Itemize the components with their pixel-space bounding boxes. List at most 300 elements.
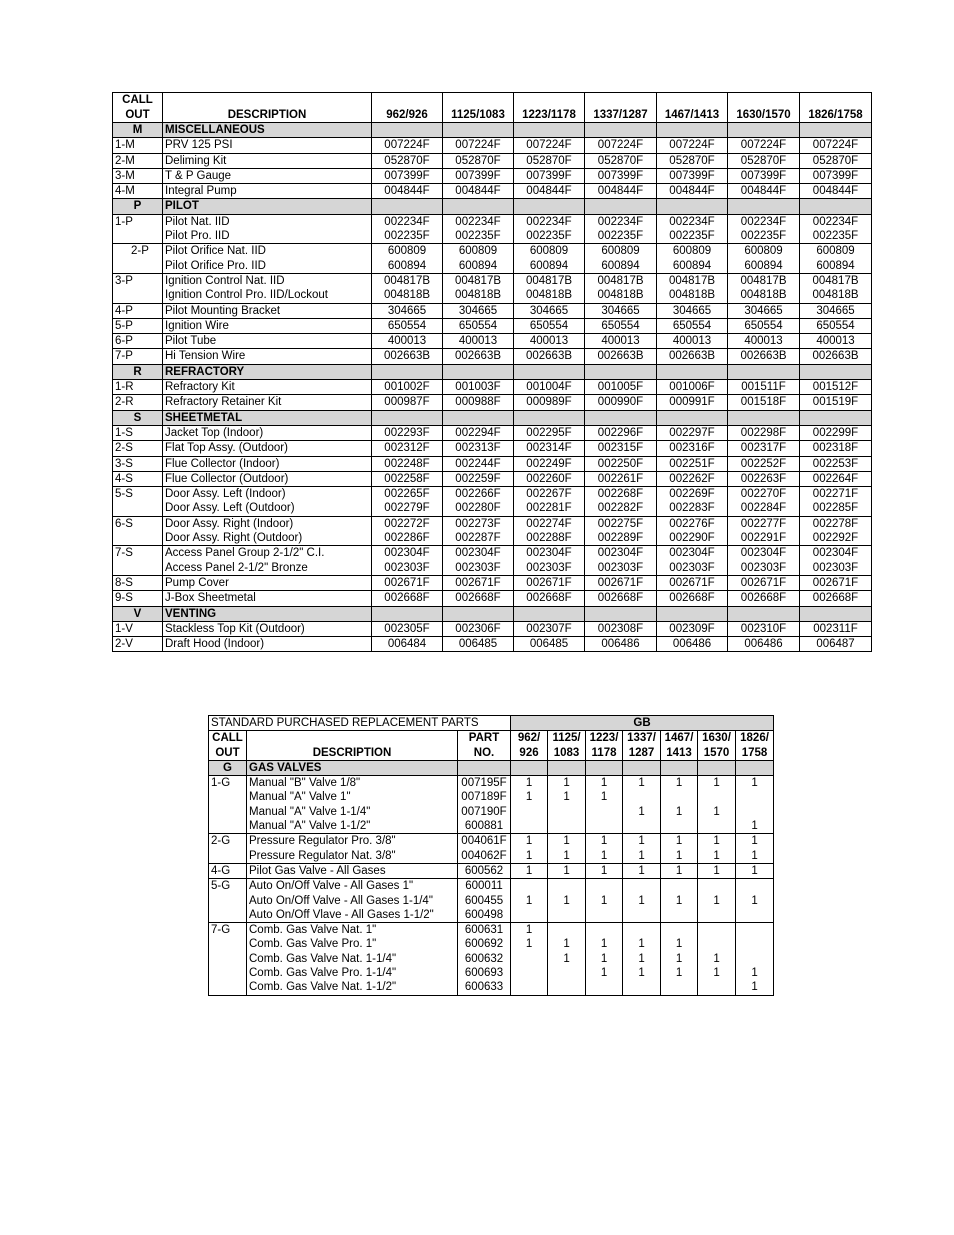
quantity-cell bbox=[698, 923, 736, 938]
table-row bbox=[113, 184, 872, 199]
part-number-cell: 004818B bbox=[585, 288, 657, 303]
part-number-cell: 001519F bbox=[800, 395, 872, 410]
quantity-cell bbox=[661, 879, 698, 894]
description-cell: Flue Collector (Outdoor) bbox=[163, 471, 372, 486]
section-title: PILOT bbox=[163, 199, 372, 214]
call-out-cell: 2-G bbox=[209, 834, 247, 849]
part-number-cell: 002271F bbox=[800, 487, 872, 502]
table-row bbox=[113, 153, 872, 168]
part-number-cell: 002244F bbox=[443, 456, 514, 471]
model-header: 1826/ bbox=[736, 731, 774, 746]
quantity-cell bbox=[736, 805, 774, 819]
quantity-cell: 1 bbox=[661, 863, 698, 878]
empty-cell bbox=[511, 760, 548, 775]
part-number-cell: 052870F bbox=[443, 153, 514, 168]
model-header: 1223/ bbox=[586, 731, 623, 746]
table-row bbox=[209, 937, 774, 951]
quantity-cell bbox=[548, 819, 586, 834]
part-number-cell: 007190F bbox=[458, 805, 511, 819]
quantity-cell bbox=[661, 790, 698, 804]
quantity-cell: 1 bbox=[623, 805, 661, 819]
part-number-cell: 002277F bbox=[728, 516, 800, 531]
part-header: NO. bbox=[458, 746, 511, 761]
part-number-cell: 600809 bbox=[514, 244, 585, 259]
quantity-cell bbox=[623, 923, 661, 938]
description-cell: Draft Hood (Indoor) bbox=[163, 637, 372, 652]
part-number-cell: 002267F bbox=[514, 487, 585, 502]
table-row bbox=[113, 303, 872, 318]
model-header: 1337/1287 bbox=[585, 93, 657, 123]
call-out-cell bbox=[209, 908, 247, 923]
part-number-cell: 002663B bbox=[657, 349, 728, 364]
description-cell: Comb. Gas Valve Nat. 1" bbox=[247, 923, 458, 938]
part-number-cell: 007399F bbox=[800, 168, 872, 183]
quantity-cell bbox=[661, 908, 698, 923]
part-number-cell: 002663B bbox=[514, 349, 585, 364]
description-cell: Pilot Nat. IID bbox=[163, 214, 372, 229]
empty-cell bbox=[514, 606, 585, 621]
quantity-cell bbox=[623, 980, 661, 995]
header-row bbox=[209, 746, 774, 761]
call-out-cell bbox=[113, 259, 163, 274]
part-number-cell: 650554 bbox=[372, 318, 443, 333]
part-number-cell: 002304F bbox=[728, 546, 800, 561]
part-number-cell: 002310F bbox=[728, 621, 800, 636]
table-row bbox=[113, 561, 872, 576]
part-number-cell: 002671F bbox=[514, 575, 585, 590]
part-number-cell: 004061F bbox=[458, 834, 511, 849]
part-number-cell: 002315F bbox=[585, 441, 657, 456]
part-number-cell: 006486 bbox=[585, 637, 657, 652]
quantity-cell bbox=[623, 879, 661, 894]
part-number-cell: 002262F bbox=[657, 471, 728, 486]
part-number-cell: 001518F bbox=[728, 395, 800, 410]
part-number-cell: 002668F bbox=[514, 591, 585, 606]
quantity-cell bbox=[548, 805, 586, 819]
table-row bbox=[113, 546, 872, 561]
quantity-cell bbox=[698, 879, 736, 894]
empty-cell bbox=[623, 760, 661, 775]
part-number-cell: 600692 bbox=[458, 937, 511, 951]
table-row bbox=[113, 441, 872, 456]
part-number-cell: 002273F bbox=[443, 516, 514, 531]
table-row bbox=[209, 834, 774, 849]
call-out-cell: 1-G bbox=[209, 776, 247, 791]
quantity-cell: 1 bbox=[623, 894, 661, 908]
part-number-cell: 004844F bbox=[514, 184, 585, 199]
part-number-cell: 600894 bbox=[514, 259, 585, 274]
part-number-cell: 006485 bbox=[514, 637, 585, 652]
part-number-cell: 002663B bbox=[585, 349, 657, 364]
part-number-cell: 001004F bbox=[514, 380, 585, 395]
call-out-cell: 3-P bbox=[113, 273, 163, 288]
quantity-cell: 1 bbox=[623, 834, 661, 849]
part-number-cell: 001002F bbox=[372, 380, 443, 395]
part-number-cell: 304665 bbox=[657, 303, 728, 318]
call-out-cell bbox=[209, 980, 247, 995]
model-header: 962/926 bbox=[372, 93, 443, 123]
quantity-cell: 1 bbox=[661, 894, 698, 908]
part-number-cell: 002304F bbox=[657, 546, 728, 561]
description-cell: Pilot Gas Valve - All Gases bbox=[247, 863, 458, 878]
table-row bbox=[113, 471, 872, 486]
call-out-cell: 1-M bbox=[113, 138, 163, 153]
part-number-cell: 400013 bbox=[800, 334, 872, 349]
table-row bbox=[113, 380, 872, 395]
part-number-cell: 002668F bbox=[443, 591, 514, 606]
description-cell: Pilot Tube bbox=[163, 334, 372, 349]
part-number-cell: 650554 bbox=[585, 318, 657, 333]
part-number-cell: 004818B bbox=[443, 288, 514, 303]
description-cell: Access Panel 2-1/2" Bronze bbox=[163, 561, 372, 576]
model-header: 1413 bbox=[661, 746, 698, 761]
part-number-cell: 400013 bbox=[728, 334, 800, 349]
part-number-cell: 304665 bbox=[514, 303, 585, 318]
empty-cell bbox=[657, 410, 728, 425]
part-number-cell: 004818B bbox=[657, 288, 728, 303]
quantity-cell: 1 bbox=[511, 776, 548, 791]
section-row bbox=[113, 199, 872, 214]
part-number-cell: 002258F bbox=[372, 471, 443, 486]
call-out-cell bbox=[113, 229, 163, 244]
out-header-line: OUT bbox=[125, 108, 150, 121]
part-number-cell: 002234F bbox=[443, 214, 514, 229]
part-number-cell: 004844F bbox=[800, 184, 872, 199]
part-number-cell: 000988F bbox=[443, 395, 514, 410]
quantity-cell bbox=[736, 952, 774, 966]
part-number-cell: 002289F bbox=[585, 531, 657, 546]
part-number-cell: 004844F bbox=[728, 184, 800, 199]
quantity-cell: 1 bbox=[548, 894, 586, 908]
part-number-cell: 002303F bbox=[800, 561, 872, 576]
quantity-cell: 1 bbox=[736, 776, 774, 791]
table-title: STANDARD PURCHASED REPLACEMENT PARTS bbox=[209, 716, 511, 731]
part-number-cell: 600809 bbox=[372, 244, 443, 259]
quantity-cell: 1 bbox=[661, 937, 698, 951]
quantity-cell: 1 bbox=[736, 819, 774, 834]
empty-cell bbox=[800, 123, 872, 138]
part-number-cell: 002286F bbox=[372, 531, 443, 546]
table-row bbox=[209, 776, 774, 791]
part-number-cell: 650554 bbox=[728, 318, 800, 333]
quantity-cell: 1 bbox=[548, 952, 586, 966]
empty-cell bbox=[585, 199, 657, 214]
table-row bbox=[113, 456, 872, 471]
call-out-cell bbox=[209, 937, 247, 951]
part-number-cell: 002668F bbox=[800, 591, 872, 606]
quantity-cell: 1 bbox=[661, 834, 698, 849]
part-number-cell: 002311F bbox=[800, 621, 872, 636]
part-number-cell: 600894 bbox=[585, 259, 657, 274]
table-row bbox=[209, 980, 774, 995]
quantity-cell bbox=[736, 879, 774, 894]
part-number-cell: 002249F bbox=[514, 456, 585, 471]
part-number-cell: 002304F bbox=[514, 546, 585, 561]
table-row bbox=[113, 244, 872, 259]
part-number-cell: 002303F bbox=[514, 561, 585, 576]
part-number-cell: 002309F bbox=[657, 621, 728, 636]
part-number-cell: 004817B bbox=[800, 273, 872, 288]
quantity-cell bbox=[736, 790, 774, 804]
part-number-cell: 002317F bbox=[728, 441, 800, 456]
call-out-cell: 1-P bbox=[113, 214, 163, 229]
table-row bbox=[113, 259, 872, 274]
part-number-cell: 002303F bbox=[372, 561, 443, 576]
part-number-cell: 002314F bbox=[514, 441, 585, 456]
call-out-cell: 7-S bbox=[113, 546, 163, 561]
part-number-cell: 004817B bbox=[657, 273, 728, 288]
quantity-cell bbox=[548, 908, 586, 923]
description-cell: Jacket Top (Indoor) bbox=[163, 425, 372, 440]
quantity-cell bbox=[548, 923, 586, 938]
part-number-cell: 002280F bbox=[443, 501, 514, 516]
quantity-cell: 1 bbox=[586, 952, 623, 966]
description-cell: Comb. Gas Valve Pro. 1" bbox=[247, 937, 458, 951]
part-number-cell: 002253F bbox=[800, 456, 872, 471]
part-number-cell: 650554 bbox=[443, 318, 514, 333]
section-title: GAS VALVES bbox=[247, 760, 458, 775]
quantity-cell bbox=[736, 937, 774, 951]
part-number-cell: 002307F bbox=[514, 621, 585, 636]
part-number-cell: 004817B bbox=[514, 273, 585, 288]
quantity-cell: 1 bbox=[698, 894, 736, 908]
call-out-cell bbox=[209, 849, 247, 864]
quantity-cell bbox=[736, 908, 774, 923]
part-number-cell: 007224F bbox=[728, 138, 800, 153]
part-number-cell: 002312F bbox=[372, 441, 443, 456]
part-number-cell: 002297F bbox=[657, 425, 728, 440]
quantity-cell: 1 bbox=[698, 776, 736, 791]
section-code: M bbox=[113, 123, 163, 138]
part-number-cell: 002234F bbox=[372, 214, 443, 229]
part-number-cell: 001003F bbox=[443, 380, 514, 395]
call-out-cell: 6-P bbox=[113, 334, 163, 349]
part-number-cell: 004817B bbox=[728, 273, 800, 288]
table-row bbox=[113, 637, 872, 652]
quantity-cell bbox=[698, 819, 736, 834]
model-header: 1630/1570 bbox=[728, 93, 800, 123]
empty-cell bbox=[657, 123, 728, 138]
call-out-cell: 4-P bbox=[113, 303, 163, 318]
part-number-cell: 004818B bbox=[514, 288, 585, 303]
part-number-cell: 002250F bbox=[585, 456, 657, 471]
model-header: 1178 bbox=[586, 746, 623, 761]
part-number-cell: 002276F bbox=[657, 516, 728, 531]
out-header: OUT bbox=[209, 746, 247, 761]
table-row bbox=[113, 138, 872, 153]
part-number-cell: 002283F bbox=[657, 501, 728, 516]
part-number-cell: 002671F bbox=[443, 575, 514, 590]
empty-cell bbox=[585, 410, 657, 425]
description-cell: Ignition Control Nat. IID bbox=[163, 273, 372, 288]
part-number-cell: 002663B bbox=[728, 349, 800, 364]
part-number-cell: 600894 bbox=[728, 259, 800, 274]
table-row bbox=[113, 621, 872, 636]
part-number-cell: 600693 bbox=[458, 966, 511, 980]
table-row bbox=[209, 894, 774, 908]
part-number-cell: 007224F bbox=[372, 138, 443, 153]
empty-cell bbox=[800, 364, 872, 379]
table-row bbox=[209, 923, 774, 938]
part-number-cell: 007224F bbox=[800, 138, 872, 153]
empty-cell bbox=[585, 606, 657, 621]
call-header-line: CALL bbox=[122, 94, 153, 106]
model-header: 1337/ bbox=[623, 731, 661, 746]
description-cell: Comb. Gas Valve Pro. 1-1/4" bbox=[247, 966, 458, 980]
title-row bbox=[209, 716, 774, 731]
part-number-cell: 002264F bbox=[800, 471, 872, 486]
quantity-cell: 1 bbox=[586, 937, 623, 951]
quantity-cell bbox=[661, 980, 698, 995]
empty-cell bbox=[443, 410, 514, 425]
empty-cell bbox=[514, 123, 585, 138]
part-number-cell: 007399F bbox=[657, 168, 728, 183]
section-title: VENTING bbox=[163, 606, 372, 621]
quantity-cell: 1 bbox=[623, 863, 661, 878]
model-header: 1287 bbox=[623, 746, 661, 761]
part-number-cell: 002668F bbox=[728, 591, 800, 606]
quantity-cell bbox=[698, 790, 736, 804]
part-number-cell: 400013 bbox=[372, 334, 443, 349]
part-number-cell: 600894 bbox=[372, 259, 443, 274]
empty-cell bbox=[728, 364, 800, 379]
section-row bbox=[209, 760, 774, 775]
quantity-cell: 1 bbox=[698, 805, 736, 819]
description-cell: Door Assy. Right (Indoor) bbox=[163, 516, 372, 531]
part-number-cell: 002293F bbox=[372, 425, 443, 440]
quantity-cell: 1 bbox=[623, 937, 661, 951]
model-header: 1125/1083 bbox=[443, 93, 514, 123]
empty-cell bbox=[657, 606, 728, 621]
call-out-cell: 2-R bbox=[113, 395, 163, 410]
part-number-cell: 400013 bbox=[585, 334, 657, 349]
part-number-cell: 002234F bbox=[800, 214, 872, 229]
description-cell: Door Assy. Left (Indoor) bbox=[163, 487, 372, 502]
quantity-cell bbox=[698, 908, 736, 923]
part-number-cell: 007399F bbox=[443, 168, 514, 183]
part-number-cell: 002263F bbox=[728, 471, 800, 486]
part-number-cell: 004844F bbox=[443, 184, 514, 199]
part-number-cell: 002668F bbox=[657, 591, 728, 606]
part-number-cell: 002295F bbox=[514, 425, 585, 440]
part-number-cell: 304665 bbox=[800, 303, 872, 318]
part-number-cell: 004817B bbox=[372, 273, 443, 288]
part-number-cell: 002275F bbox=[585, 516, 657, 531]
call-header: CALL bbox=[209, 731, 247, 746]
empty-cell bbox=[728, 123, 800, 138]
table-row bbox=[113, 591, 872, 606]
part-number-cell: 052870F bbox=[372, 153, 443, 168]
part-number-cell: 002313F bbox=[443, 441, 514, 456]
quantity-cell bbox=[548, 980, 586, 995]
part-number-cell: 002318F bbox=[800, 441, 872, 456]
part-number-cell: 002292F bbox=[800, 531, 872, 546]
model-header: 1630/ bbox=[698, 731, 736, 746]
model-header: 1826/1758 bbox=[800, 93, 872, 123]
empty-cell bbox=[585, 364, 657, 379]
empty-cell bbox=[514, 199, 585, 214]
quantity-cell: 1 bbox=[698, 966, 736, 980]
part-number-cell: 006486 bbox=[728, 637, 800, 652]
part-number-cell: 052870F bbox=[514, 153, 585, 168]
description-cell: Flat Top Assy. (Outdoor) bbox=[163, 441, 372, 456]
description-cell: Auto On/Off Vlave - All Gases 1-1/2" bbox=[247, 908, 458, 923]
part-number-cell: 002304F bbox=[443, 546, 514, 561]
description-cell: Integral Pump bbox=[163, 184, 372, 199]
part-number-cell: 006484 bbox=[372, 637, 443, 652]
part-number-cell: 002272F bbox=[372, 516, 443, 531]
part-number-cell: 007224F bbox=[514, 138, 585, 153]
part-number-cell: 002304F bbox=[372, 546, 443, 561]
part-number-cell: 002260F bbox=[514, 471, 585, 486]
table-row bbox=[113, 395, 872, 410]
part-number-cell: 304665 bbox=[443, 303, 514, 318]
empty-cell bbox=[514, 410, 585, 425]
quantity-cell: 1 bbox=[586, 834, 623, 849]
part-number-cell: 000987F bbox=[372, 395, 443, 410]
quantity-cell: 1 bbox=[661, 966, 698, 980]
part-number-cell: 002304F bbox=[800, 546, 872, 561]
empty-cell bbox=[728, 606, 800, 621]
quantity-cell bbox=[511, 952, 548, 966]
section-row bbox=[113, 123, 872, 138]
part-number-cell: 002303F bbox=[657, 561, 728, 576]
part-number-cell: 600632 bbox=[458, 952, 511, 966]
table-row bbox=[113, 334, 872, 349]
part-number-cell: 600498 bbox=[458, 908, 511, 923]
part-number-cell: 002266F bbox=[443, 487, 514, 502]
quantity-cell: 1 bbox=[698, 834, 736, 849]
model-header: 1125/ bbox=[548, 731, 586, 746]
part-number-cell: 007399F bbox=[728, 168, 800, 183]
table-row bbox=[209, 908, 774, 923]
call-out-cell bbox=[209, 966, 247, 980]
quantity-cell: 1 bbox=[736, 894, 774, 908]
part-number-cell: 400013 bbox=[514, 334, 585, 349]
description-cell: Ignition Wire bbox=[163, 318, 372, 333]
call-out-cell bbox=[113, 501, 163, 516]
part-number-cell: 002285F bbox=[800, 501, 872, 516]
section-code: P bbox=[113, 199, 163, 214]
part-number-cell: 002284F bbox=[728, 501, 800, 516]
part-number-cell: 000991F bbox=[657, 395, 728, 410]
quantity-cell bbox=[511, 879, 548, 894]
part-number-cell: 002303F bbox=[728, 561, 800, 576]
quantity-cell bbox=[698, 980, 736, 995]
part-number-cell: 004844F bbox=[372, 184, 443, 199]
call-out-cell bbox=[209, 790, 247, 804]
description-cell: Manual "A" Valve 1-1/4" bbox=[247, 805, 458, 819]
description-cell: Auto On/Off Valve - All Gases 1" bbox=[247, 879, 458, 894]
call-out-cell: 6-S bbox=[113, 516, 163, 531]
header-row bbox=[209, 731, 774, 746]
part-number-cell: 002308F bbox=[585, 621, 657, 636]
part-number-cell: 600881 bbox=[458, 819, 511, 834]
part-number-cell: 002663B bbox=[443, 349, 514, 364]
part-number-cell: 002259F bbox=[443, 471, 514, 486]
quantity-cell bbox=[586, 923, 623, 938]
section-row bbox=[113, 364, 872, 379]
part-number-cell: 002274F bbox=[514, 516, 585, 531]
quantity-cell: 1 bbox=[623, 966, 661, 980]
model-header: 962/ bbox=[511, 731, 548, 746]
quantity-cell: 1 bbox=[736, 980, 774, 995]
part-number-cell: 600894 bbox=[657, 259, 728, 274]
description-cell: Pilot Orifice Pro. IID bbox=[163, 259, 372, 274]
part-number-cell: 002288F bbox=[514, 531, 585, 546]
quantity-cell: 1 bbox=[511, 923, 548, 938]
part-number-cell: 002268F bbox=[585, 487, 657, 502]
